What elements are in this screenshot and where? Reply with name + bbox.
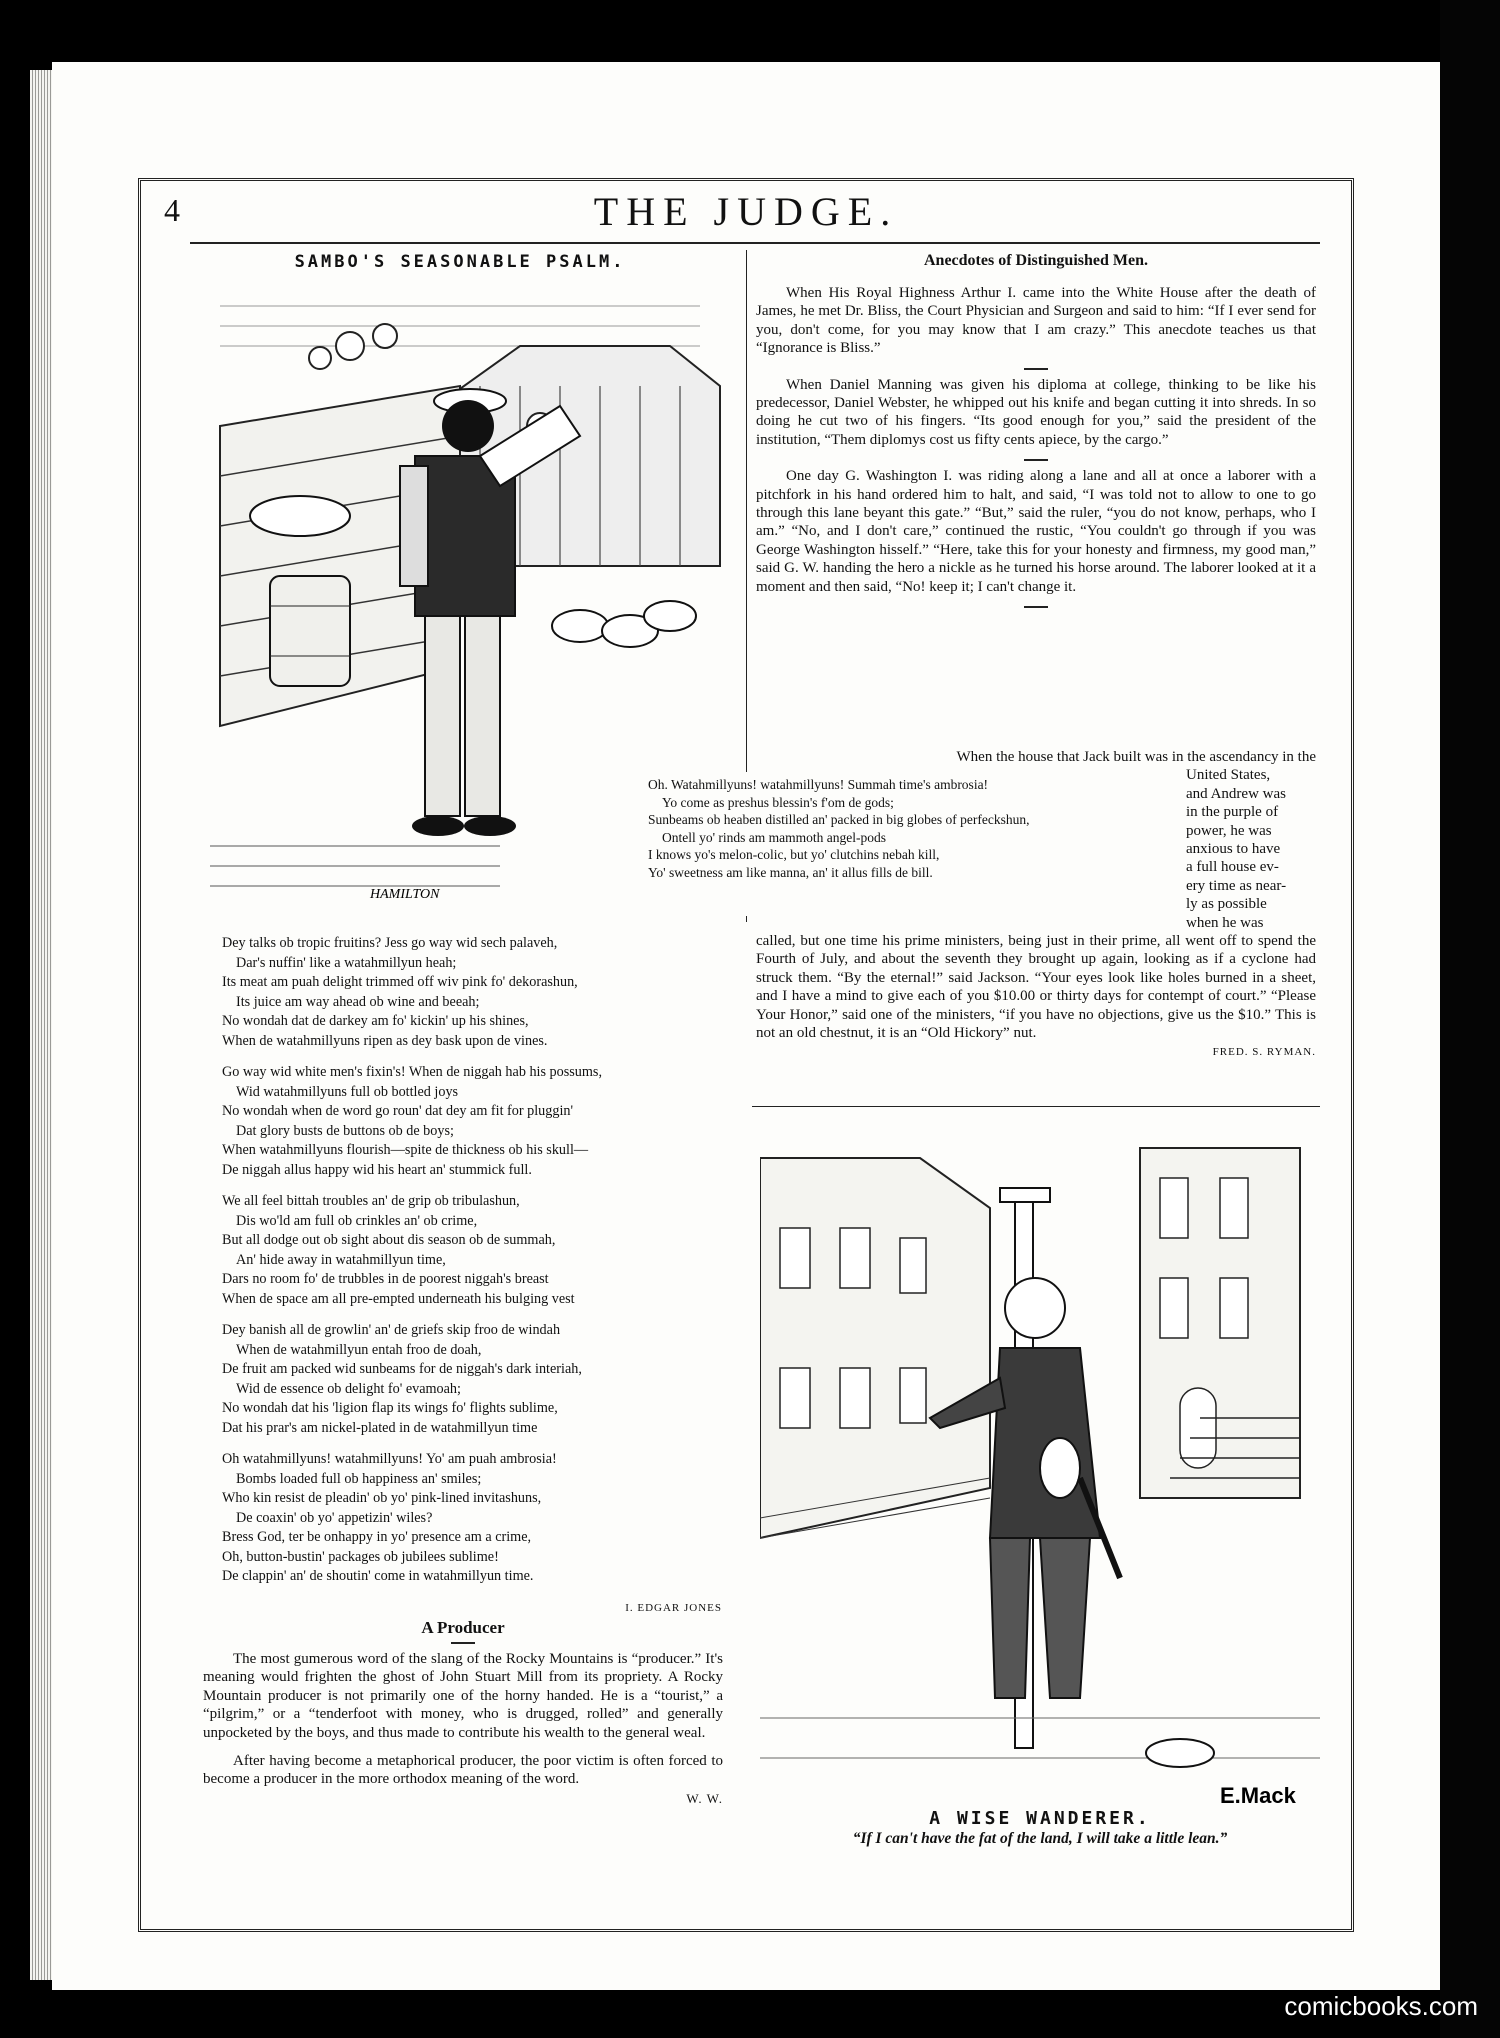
poem-line: De fruit am packed wid sunbeams for de niggah's dark interiah, [222, 1361, 582, 1377]
inset-line: I knows yo's melon-colic, but yo' clutchins nebah kill, [648, 847, 940, 862]
inset-line: Ontell yo' rinds am mammoth angel-pods [662, 829, 887, 845]
jack-line: anxious to have [1186, 841, 1281, 858]
title-rule [451, 1642, 475, 1644]
paragraph: The most gumerous word of the slang of the Rocky Mountains is “producer.” It's meaning would frighten the ghost of John Stuart Mill from its propriety. A Rocky Mountain producer is not primarily one of the horny handed. He is a “tourist,” a “pilgrim,” or a “tenderfoot with money, who is drugged, rolled” and generally unpocketed by the boys, and thus made to contribute his wealth to the general weal. [203, 1651, 723, 1741]
anecdotes-body [756, 284, 1316, 608]
poem-stanza [222, 1063, 722, 1180]
masthead: THE JUDGE. [593, 189, 899, 234]
paragraph: After having become a metaphorical producer, the poor victim is often forced to become a producer in the more orthodox meaning of the word. [203, 1753, 723, 1788]
section-rule [752, 1106, 1320, 1107]
cartoon-quote: “If I can't have the fat of the land, I will take a little lean.” [852, 1830, 1228, 1847]
poem-line: When watahmillyuns flourish—spite de thickness ob his skull— [222, 1142, 589, 1158]
poem-line: Bombs loaded full ob happiness an' smiles; [236, 1470, 482, 1487]
anecdotes-title: Anecdotes of Distinguished Men. [923, 252, 1148, 269]
poem-line: Dat his prar's am nickel-plated in de watahmillyun time [222, 1419, 538, 1436]
inset-line: Yo come as preshus blessin's f'om de gods; [662, 794, 894, 810]
paragraph: One day G. Washington I. was riding along a lane and all at once a laborer with a pitchfork in his hand ordered him to halt, and said, “I was told not to allow to one to go through this lane beyant this gate.” “But,” said the ruler, “you do not know, perhaps, who I am.” “No, and I don't care,” continued the rustic, “You couldn't go through if you was George Washington hisself.” “Here, take this for your honesty and firmness, my good man,” said G. W. handing the hero a nickle as he turned his horse around. The laborer looked at it a moment and then said, “No! keep it; I can't change it. [756, 468, 1316, 595]
jack-line: when he was [1186, 914, 1264, 931]
jack-body: called, but one time his prime ministers, being just in their prime, all went off to spend the Fourth of July, and about the seventh they brought up again, looking as if a cyclone had struck them. “By the eternal!” said Jackson. “Your eyes look like holes burned in a sheet, and I have a mind to give each of you $10.00 or thirty days for contempt of court.” “Please Your Honor,” said one of the ministers, “if you have no objections, give us the $10.” This is not an old chestnut, it is an “Old Hickory” nut. [756, 933, 1316, 1042]
jack-line: ly as possible [1186, 896, 1267, 913]
poem-line: De niggah allus happy wid his heart an' stummick full. [222, 1161, 532, 1178]
psalm-title: SAMBO'S SEASONABLE PSALM. [294, 252, 626, 272]
anecdotes-signature: FRED. S. RYMAN. [1212, 1045, 1316, 1058]
paragraph: When His Royal Highness Arthur I. came into the White House after the death of James, he met Dr. Bliss, the Court Physician and Surgeon and said to him: “If I ever send for you, don't come, for you may know that I am crazy.” This anecdote teaches us that “Ignorance is Bliss.” [756, 285, 1316, 357]
inset-line: Yo' sweetness am like manna, an' it allus fills de bill. [648, 864, 933, 880]
poem-line: We all feel bittah troubles an' de grip ob tribulashun, [222, 1193, 520, 1209]
poem-line: No wondah when de word go roun' dat dey am fit for pluggin' [222, 1103, 574, 1119]
producer-title: A Producer [421, 1618, 505, 1637]
poem-stanza [222, 1450, 722, 1587]
poem-line: Wid watahmillyuns full ob bottled joys [236, 1083, 459, 1100]
poem-line: Dey banish all de growlin' an' de griefs skip froo de windah [222, 1322, 561, 1338]
poem-line: Wid de essence ob delight fo' evamoah; [236, 1380, 461, 1397]
anecdotes-article [756, 252, 1316, 614]
jack-line: a full house ev- [1186, 859, 1279, 876]
psalm-poem [222, 934, 722, 1618]
poem-line: Oh watahmillyuns! watahmillyuns! Yo' am puah ambrosia! [222, 1451, 557, 1467]
jackson-anecdote [756, 748, 1316, 1061]
poem-line: Who kin resist de pleadin' ob yo' pink-lined invitashuns, [222, 1490, 542, 1506]
watermark: comicbooks.com [1284, 1991, 1478, 2021]
poem-line: Its meat am puah delight trimmed off wiv pink fo' dekorashun, [222, 974, 578, 990]
inset-line: Oh. Watahmillyuns! watahmillyuns! Summah time's ambrosia! [648, 777, 989, 792]
book-spine [1440, 0, 1500, 2038]
wise-wanderer-cartoon [760, 1118, 1320, 1828]
cartoon-signature: E.Mack [1220, 1783, 1296, 1808]
poem-line: De coaxin' ob yo' appetizin' wiles? [236, 1509, 433, 1526]
divider [1024, 606, 1048, 608]
illustration-signature: HAMILTON [370, 887, 440, 902]
producer-signature: W. W. [686, 1790, 723, 1806]
poem-line: When de watahmillyun entah froo de doah, [236, 1341, 482, 1358]
header-rule [190, 242, 1320, 244]
poem-stanza [222, 1321, 722, 1438]
poem-line: No wondah dat his 'ligion flap its wings fo' flights sublime, [222, 1400, 558, 1416]
poem-line: But all dodge out ob sight about dis season ob de summah, [222, 1232, 556, 1248]
poem-line: Its juice am way ahead ob wine and beeah; [236, 993, 480, 1010]
paragraph: When Daniel Manning was given his diploma at college, thinking to be like his predecessor, Daniel Webster, he whipped out his knife and began cutting it into shreds. In so doing he cut two of his fingers. “Its good enough for you,” said the president of the institution, “Them diplomys cost us fifty cents apiece, by the cargo.” [756, 376, 1316, 448]
poem-line: An' hide away in watahmillyun time, [236, 1251, 446, 1268]
producer-article [203, 1618, 723, 1807]
divider [1024, 368, 1048, 370]
page-header [138, 188, 1354, 238]
cartoon-title: A WISE WANDERER. [929, 1808, 1151, 1829]
jack-line: power, he was [1186, 822, 1272, 839]
poem-line: No wondah dat de darkey am fo' kickin' up his shines, [222, 1013, 529, 1029]
poem-line: Dar's nuffin' like a watahmillyun heah; [236, 954, 457, 971]
poem-stanza [222, 1192, 722, 1309]
poem-line: When de space am all pre-empted underneath his bulging vest [222, 1290, 575, 1307]
psalm-signature: I. EDGAR JONES [625, 1601, 722, 1614]
poem-line: Dis wo'ld am full ob crinkles an' ob crime, [236, 1212, 478, 1229]
inset-line: Sunbeams ob heaben distilled an' packed in big globes of perfeckshun, [648, 812, 1030, 827]
poem-line: Bress God, ter be onhappy in yo' presence am a crime, [222, 1529, 532, 1545]
producer-body [203, 1650, 723, 1789]
poem-line: De clappin' an' de shoutin' come in watahmillyun time. [222, 1568, 534, 1584]
poem-line: Dars no room fo' de trubbles in de poorest niggah's breast [222, 1271, 549, 1287]
jack-line: in the purple of [1186, 804, 1279, 821]
divider [1024, 459, 1048, 461]
poem-stanza [222, 934, 722, 1051]
jack-line: ery time as near- [1186, 877, 1287, 894]
jack-line: When the house that Jack built was in the ascendancy in the [956, 749, 1316, 765]
page-number: 4 [164, 192, 180, 228]
poem-line: Dat glory busts de buttons ob de boys; [236, 1122, 454, 1139]
poem-line: Oh, button-bustin' packages ob jubilees sublime! [222, 1548, 499, 1565]
poem-line: When de watahmillyuns ripen as dey bask upon de vines. [222, 1032, 548, 1049]
poem-line: Go way wid white men's fixin's! When de niggah hab his possums, [222, 1064, 602, 1080]
jack-line: United States, [1186, 767, 1271, 784]
poem-line: Dey talks ob tropic fruitins? Jess go way wid sech palaveh, [222, 935, 558, 951]
jack-line: and Andrew was [1186, 785, 1286, 802]
